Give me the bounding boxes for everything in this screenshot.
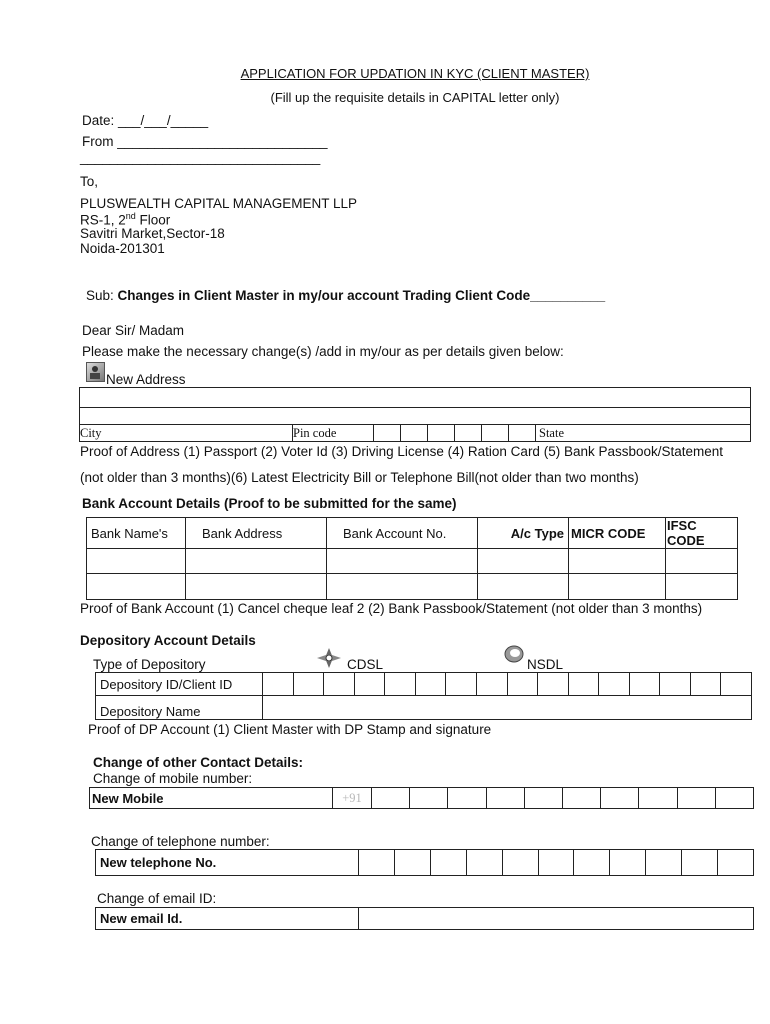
mobile-table <box>89 787 754 809</box>
intro-text: Please make the necessary change(s) /add in my/our as per details given below: <box>82 344 564 359</box>
telephone-caption: Change of telephone number: <box>91 834 270 849</box>
nsdl-label: NSDL <box>527 657 564 672</box>
new-address-label: New Address <box>106 372 186 387</box>
mobile-caption: Change of mobile number: <box>93 771 253 786</box>
subject-line <box>86 288 605 303</box>
cdsl-label: CDSL <box>347 657 384 672</box>
pin-box[interactable] <box>482 425 509 442</box>
cdsl-logo-icon[interactable] <box>316 647 342 669</box>
mobile-prefix: +91 <box>333 788 372 809</box>
pin-box[interactable] <box>509 425 536 442</box>
dp-id-box[interactable] <box>385 673 416 696</box>
mobile-box[interactable] <box>677 788 715 809</box>
nsdl-logo-icon[interactable] <box>503 644 525 664</box>
state-label: State <box>536 425 751 442</box>
telephone-box[interactable] <box>646 850 682 876</box>
bank-cell[interactable] <box>666 574 738 600</box>
bank-cell[interactable] <box>327 574 478 600</box>
telephone-label: New telephone No. <box>96 850 359 876</box>
bank-col-address: Bank Address <box>186 518 327 549</box>
bank-col-micr: MICR CODE <box>569 518 666 549</box>
address-line1-prefix: RS-1, 2 <box>80 212 126 228</box>
telephone-box[interactable] <box>359 850 395 876</box>
address-line3: Noida-201301 <box>80 241 165 256</box>
mobile-box[interactable] <box>486 788 524 809</box>
bank-col-ifsc: IFSC CODE <box>666 518 738 549</box>
bank-cell[interactable] <box>569 549 666 574</box>
dp-id-box[interactable] <box>354 673 385 696</box>
dp-id-box[interactable] <box>446 673 477 696</box>
depository-type-label: Type of Depository <box>93 657 206 672</box>
telephone-box[interactable] <box>430 850 466 876</box>
address-line2: Savitri Market,Sector-18 <box>80 226 225 241</box>
bank-cell[interactable] <box>87 549 186 574</box>
address-table <box>79 387 751 442</box>
dp-id-box[interactable] <box>629 673 660 696</box>
email-input[interactable] <box>359 908 754 930</box>
depository-heading: Depository Account Details <box>80 633 256 648</box>
address-input-row2[interactable] <box>80 408 751 425</box>
address-proof-line1: Proof of Address (1) Passport (2) Voter Id (3) Driving License (4) Ration Card (5) Bank Passbook/Statement <box>80 444 724 459</box>
bank-cell[interactable] <box>186 549 327 574</box>
dp-id-box[interactable] <box>690 673 721 696</box>
company-name: PLUSWEALTH CAPITAL MANAGEMENT LLP <box>80 196 358 211</box>
dp-id-box[interactable] <box>599 673 630 696</box>
telephone-box[interactable] <box>574 850 610 876</box>
dp-id-box[interactable] <box>415 673 446 696</box>
bank-col-account: Bank Account No. <box>327 518 478 549</box>
email-caption: Change of email ID: <box>97 891 217 906</box>
depository-table <box>95 672 752 720</box>
bank-cell[interactable] <box>478 549 569 574</box>
telephone-box[interactable] <box>466 850 502 876</box>
bank-cell[interactable] <box>478 574 569 600</box>
telephone-box[interactable] <box>682 850 718 876</box>
address-proof-line2: (not older than 3 months)(6) Latest Electricity Bill or Telephone Bill(not older than two months) <box>80 470 639 485</box>
bank-proof: Proof of Bank Account (1) Cancel cheque leaf 2 (2) Bank Passbook/Statement (not older than 3 months) <box>80 601 703 616</box>
mobile-box[interactable] <box>562 788 600 809</box>
telephone-table <box>95 849 754 876</box>
depository-name-label: Depository Name <box>96 696 263 720</box>
depository-name-input[interactable] <box>263 696 752 720</box>
dp-id-box[interactable] <box>263 673 294 696</box>
mobile-box[interactable] <box>524 788 562 809</box>
pin-box[interactable] <box>455 425 482 442</box>
pin-box[interactable] <box>428 425 455 442</box>
bank-cell[interactable] <box>87 574 186 600</box>
dp-id-box[interactable] <box>324 673 355 696</box>
mobile-box[interactable] <box>715 788 753 809</box>
dp-id-box[interactable] <box>538 673 569 696</box>
from-field-line2[interactable]: ________________________________ <box>80 150 321 165</box>
telephone-box[interactable] <box>718 850 754 876</box>
mobile-label: New Mobile <box>90 788 333 809</box>
bank-cell[interactable] <box>666 549 738 574</box>
bank-table <box>86 517 738 600</box>
telephone-box[interactable] <box>394 850 430 876</box>
bank-cell[interactable] <box>327 549 478 574</box>
email-table <box>95 907 754 930</box>
telephone-box[interactable] <box>502 850 538 876</box>
dp-id-box[interactable] <box>568 673 599 696</box>
dp-id-box[interactable] <box>293 673 324 696</box>
subject-prefix: Sub: <box>86 288 118 303</box>
telephone-box[interactable] <box>610 850 646 876</box>
bank-cell[interactable] <box>569 574 666 600</box>
checkbox-image-icon[interactable] <box>86 362 105 382</box>
address-line1-suffix: Floor <box>135 212 171 228</box>
dp-proof: Proof of DP Account (1) Client Master with DP Stamp and signature <box>88 722 492 737</box>
telephone-box[interactable] <box>538 850 574 876</box>
from-field[interactable]: From ____________________________ <box>82 134 328 149</box>
dp-id-box[interactable] <box>721 673 752 696</box>
mobile-box[interactable] <box>410 788 448 809</box>
contact-heading: Change of other Contact Details: <box>93 755 304 770</box>
bank-cell[interactable] <box>186 574 327 600</box>
address-input-row1[interactable] <box>80 388 751 408</box>
greeting: Dear Sir/ Madam <box>82 323 185 338</box>
city-label: City <box>80 425 293 442</box>
bank-heading: Bank Account Details (Proof to be submitted for the same) <box>82 496 457 511</box>
form-title: APPLICATION FOR UPDATION IN KYC (CLIENT MASTER) <box>240 66 590 81</box>
mobile-box[interactable] <box>448 788 486 809</box>
pin-box[interactable] <box>374 425 401 442</box>
bank-col-name: Bank Name's <box>87 518 186 549</box>
to-label: To, <box>80 174 99 189</box>
address-line1-sup: nd <box>125 211 136 221</box>
mobile-box[interactable] <box>372 788 410 809</box>
pin-box[interactable] <box>401 425 428 442</box>
bank-col-actype: A/c Type <box>478 518 569 549</box>
pin-code-label: Pin code <box>293 425 374 442</box>
email-label: New email Id. <box>96 908 359 930</box>
date-field[interactable]: Date: ___/___/_____ <box>82 113 209 128</box>
mobile-box[interactable] <box>639 788 677 809</box>
form-subtitle: (Fill up the requisite details in CAPITAL letter only) <box>270 90 560 105</box>
dp-id-box[interactable] <box>507 673 538 696</box>
subject-text: Changes in Client Master in my/our account Trading Client Code__________ <box>117 288 606 303</box>
mobile-box[interactable] <box>601 788 639 809</box>
depository-id-label: Depository ID/Client ID <box>96 673 263 696</box>
dp-id-box[interactable] <box>476 673 507 696</box>
dp-id-box[interactable] <box>660 673 691 696</box>
